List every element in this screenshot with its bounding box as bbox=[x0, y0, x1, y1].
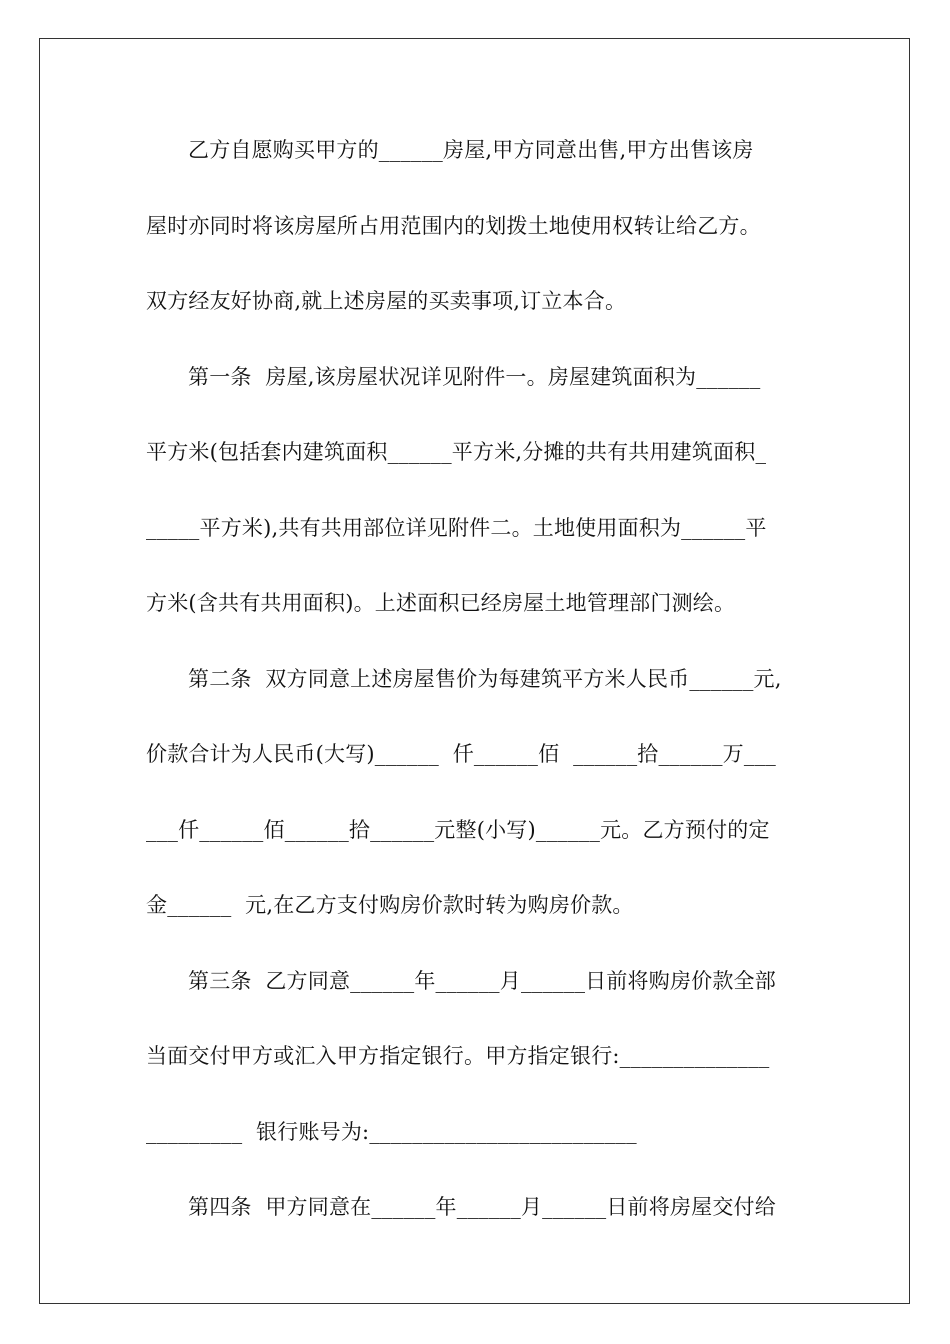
paragraph-line: 双方经友好协商,就上述房屋的买卖事项,订立本合。 bbox=[146, 289, 627, 313]
article-3-line: 当面交付甲方或汇入甲方指定银行。甲方指定银行:______________ bbox=[146, 1044, 770, 1068]
article-1-line: 平方米(包括套内建筑面积______平方米,分摊的共有共用建筑面积_ bbox=[146, 440, 767, 464]
paragraph-line: 乙方自愿购买甲方的______房屋,甲方同意出售,甲方出售该房 bbox=[188, 138, 754, 162]
article-1-line: 第一条 房屋,该房屋状况详见附件一。房屋建筑面积为______ bbox=[188, 364, 761, 389]
article-2-line: 金______ 元,在乙方支付购房价款时转为购房价款。 bbox=[146, 893, 634, 917]
article-2-line: 价款合计为人民币(大写)______ 仟______佰 ______拾______万___ bbox=[146, 742, 776, 766]
article-1-line: _____平方米),共有共用部位详见附件二。土地使用面积为______平 bbox=[146, 515, 767, 540]
article-4-line: 第四条 甲方同意在______年______月______日前将房屋交付给 bbox=[188, 1195, 776, 1219]
contract-body bbox=[146, 130, 806, 1263]
article-1-line: 方米(含共有共用面积)。上述面积已经房屋土地管理部门测绘。 bbox=[146, 591, 736, 615]
article-2-line: ___仟______佰______拾______元整(小写)______元。乙方预付的定 bbox=[146, 817, 770, 842]
article-3-line: 第三条 乙方同意______年______月______日前将购房价款全部 bbox=[188, 968, 776, 993]
article-2-line: 第二条 双方同意上述房屋售价为每建筑平方米人民币______元, bbox=[188, 666, 782, 691]
article-3-line: _________ 银行账号为:_________________________ bbox=[146, 1119, 637, 1144]
paragraph-line: 屋时亦同时将该房屋所占用范围内的划拨土地使用权转让给乙方。 bbox=[146, 213, 761, 238]
